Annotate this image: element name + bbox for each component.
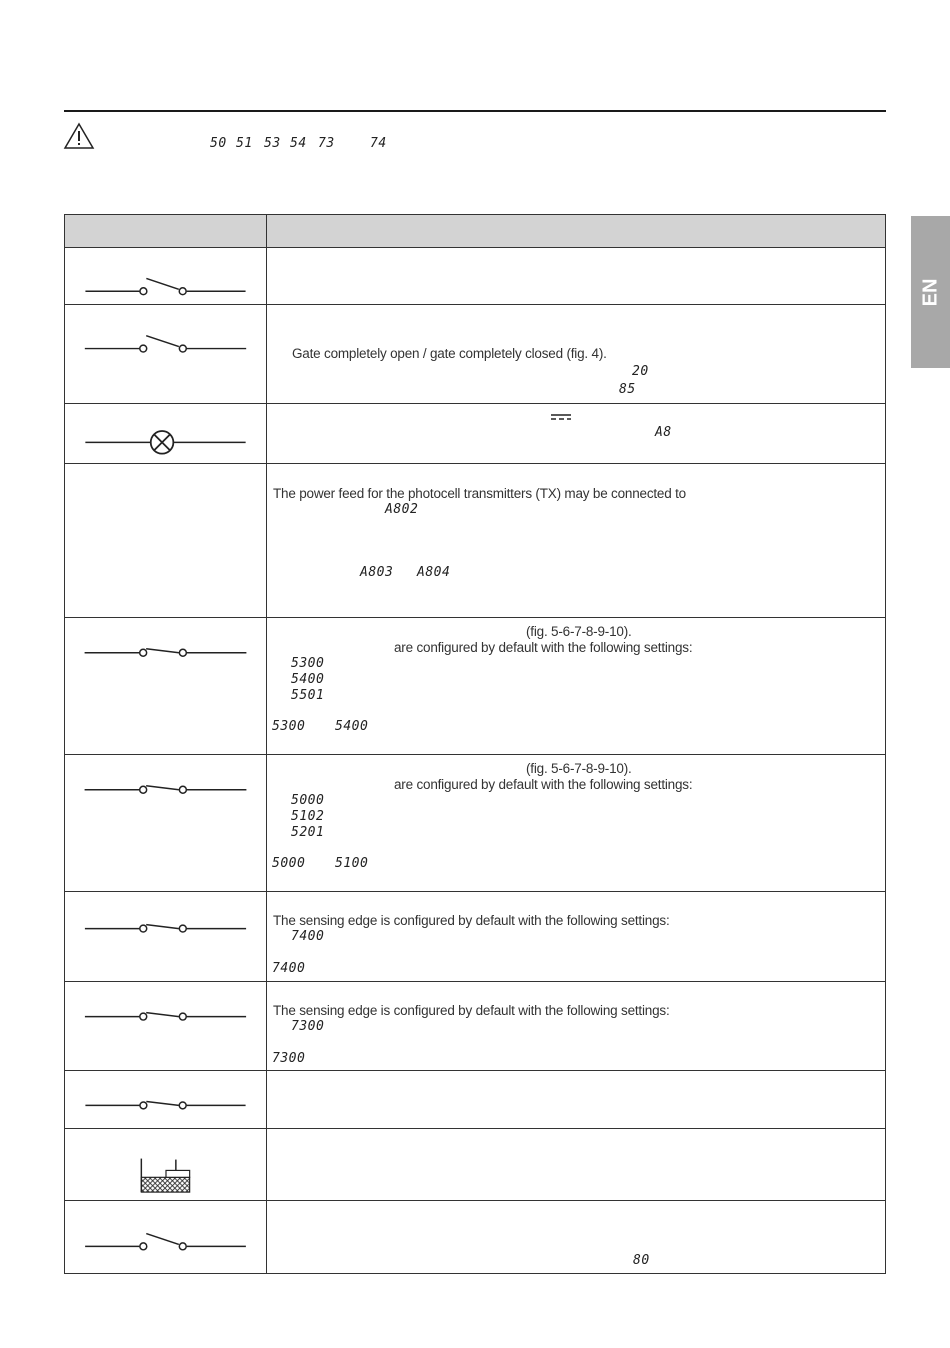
row-text: The sensing edge is configured by default with the following settings: (273, 1003, 670, 1018)
switch-nc-icon (65, 1071, 266, 1128)
dc-symbol-icon (551, 414, 571, 422)
table-row (65, 1070, 885, 1128)
param-code: 5300 (291, 656, 325, 671)
warning-triangle-icon (63, 122, 95, 150)
row-text: (fig. 5-6-7-8-9-10). (526, 624, 632, 639)
table-row (65, 304, 885, 403)
switch-nc-icon (65, 892, 266, 981)
param-code: 73 (318, 136, 335, 151)
switch-nc-icon (65, 755, 266, 891)
param-code: 5400 (335, 719, 369, 734)
switch-open-icon (65, 1201, 266, 1273)
lamp-icon (65, 404, 266, 463)
param-code: 74 (370, 136, 387, 151)
row-text: Gate completely open / gate completely closed (fig. 4). (292, 346, 607, 361)
top-rule (64, 110, 886, 112)
row-text: (fig. 5-6-7-8-9-10). (526, 761, 632, 776)
table-row (65, 617, 885, 754)
table-row (65, 1128, 885, 1200)
param-code: 5201 (291, 825, 325, 840)
param-code: 53 (264, 136, 281, 151)
param-code: 7400 (272, 961, 306, 976)
switch-open-icon (65, 305, 266, 403)
table-row (65, 981, 885, 1070)
table-row (65, 463, 885, 617)
param-code: 5501 (291, 688, 325, 703)
param-code: A8 (655, 425, 672, 440)
param-code: 5100 (335, 856, 369, 871)
hatched-block-icon (65, 1129, 266, 1200)
param-code: 50 (210, 136, 227, 151)
param-code: 51 (236, 136, 253, 151)
language-tab (911, 216, 950, 368)
row-text: are configured by default with the following settings: (394, 640, 693, 655)
table-row (65, 754, 885, 891)
param-code: 54 (290, 136, 307, 151)
param-code: 5000 (291, 793, 325, 808)
param-code: 5400 (291, 672, 325, 687)
table-row (65, 891, 885, 981)
param-code: 20 (632, 364, 649, 379)
param-code: A804 (417, 565, 451, 580)
row-text: The power feed for the photocell transmitters (TX) may be connected to (273, 486, 686, 501)
row-text: The sensing edge is configured by default with the following settings: (273, 913, 670, 928)
table-row (65, 403, 885, 463)
param-code: 7300 (291, 1019, 325, 1034)
param-code: A803 (360, 565, 394, 580)
param-code: 80 (633, 1253, 650, 1268)
row-text: are configured by default with the following settings: (394, 777, 693, 792)
table-row (65, 247, 885, 304)
param-code: 7300 (272, 1051, 306, 1066)
param-code: 7400 (291, 929, 325, 944)
param-code: 85 (619, 382, 636, 397)
switch-nc-icon (65, 982, 266, 1070)
param-code: 5102 (291, 809, 325, 824)
param-code: 5000 (272, 856, 306, 871)
param-code: A802 (385, 502, 419, 517)
switch-nc-icon (65, 618, 266, 754)
table-row (65, 1200, 885, 1273)
terminal-table (64, 214, 886, 1274)
language-tab-label: EN (918, 278, 941, 306)
param-code: 5300 (272, 719, 306, 734)
switch-open-icon (65, 248, 266, 304)
table-header (65, 215, 885, 247)
